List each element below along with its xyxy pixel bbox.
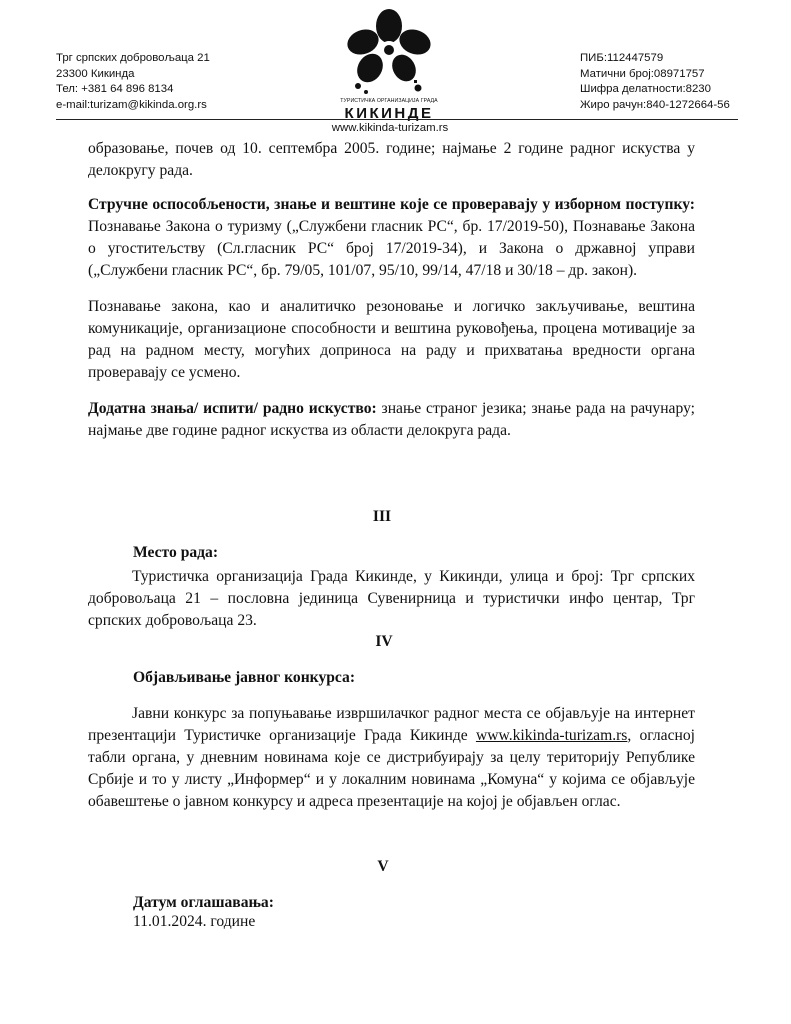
section-3-text: Туристичка организација Града Кикинде, у Кикинди, улица и број: Трг српских добровољаца 21 – пословна јединица Сувенирница и туристички инфо центар, Трг српских добровољаца 23. (88, 568, 695, 629)
section-4-text (88, 703, 695, 813)
letterhead-registry (580, 51, 730, 113)
registration-number: Матични број:08971757 (580, 67, 705, 80)
section-numeral-3: III (372, 508, 392, 525)
logo-name: КИКИНДЕ (344, 105, 434, 122)
section-4-heading: Објављивање јавног конкурса: (133, 669, 356, 686)
letterhead-address (56, 51, 210, 113)
organization-logo (330, 6, 448, 124)
address-street: Трг српских добровољаца 21 (56, 52, 210, 64)
address-city: 23300 Кикинда (56, 67, 135, 80)
section-4-website-link[interactable]: www.kikinda-turizam.rs (475, 727, 628, 744)
skills-paragraph (88, 194, 695, 282)
letterhead-divider (56, 119, 738, 120)
section-numeral-5: V (377, 858, 389, 875)
skills-label: Стручне оспособљености, знање и вештине које се проверавају у изборном поступку: (88, 196, 695, 213)
website-link[interactable]: www.kikinda-turizam.rs (331, 122, 449, 134)
flower-logo-icon (330, 6, 448, 98)
logo-subtitle: ТУРИСТИЧКА ОРГАНИЗАЦИЈА ГРАДА (340, 98, 438, 104)
section-numeral-4: IV (375, 633, 393, 650)
additional-paragraph (88, 398, 695, 442)
section-3-heading: Место рада: (133, 544, 219, 561)
address-phone: Тел: +381 64 896 8134 (56, 83, 174, 96)
section-4-text-before: Јавни конкурс за попуњавање извршилачког радног места се објављује на интернет презентацији Туристичке организације Града Кикинде (88, 705, 695, 744)
section-5-heading: Датум оглашавања: (133, 894, 274, 911)
intro-paragraph: образовање, почев од 10. септембра 2005. године; најмање 2 године радног искуства у делокругу рада. (88, 140, 695, 179)
knowledge-paragraph: Познавање закона, као и аналитичко резоновање и логичко закључивање, вештина комуникације, организационе способности и вештина руковођења, процена мотивације за рад на радном месту, могућих доприноса на раду и прихватања вредности органа проверавају се усмено. (88, 298, 695, 381)
additional-label: Додатна знања/ испити/ радно искуство: (88, 400, 377, 417)
address-email: e-mail:turizam@kikinda.org.rs (56, 98, 207, 111)
tax-id: ПИБ:112447579 (580, 52, 664, 64)
additional-text: знање страног језика; знање рада на рачунару; најмање две године радног искуства из области делокруга рада. (88, 400, 695, 439)
skills-text: Познавање Закона о туризму („Службени гласник РС“, бр. 17/2019-50), Познавање Закона о угоститељству (Сл.гласник РС“ број 17/2019-34), и Закона о државној управи („Службени гласник РС“, бр. 79/05, 101/07, 95/10, 99/14, 47/18 и 30/18 – др. закон). (88, 218, 695, 279)
bank-account: Жиро рачун:840-1272664-56 (580, 98, 730, 111)
section-4-text-after: , огласној табли органа, у дневним новинама које се дистрибуирају за целу територију Републике Србије и то у листу „Информер“ и у локалним новинама „Комуна“ у којима се објављује обавештење о јавном конкурсу и адреса презентације на којој је објављен оглас. (88, 727, 695, 810)
publication-date: 11.01.2024. године (133, 913, 256, 930)
activity-code: Шифра делатности:8230 (580, 83, 711, 96)
